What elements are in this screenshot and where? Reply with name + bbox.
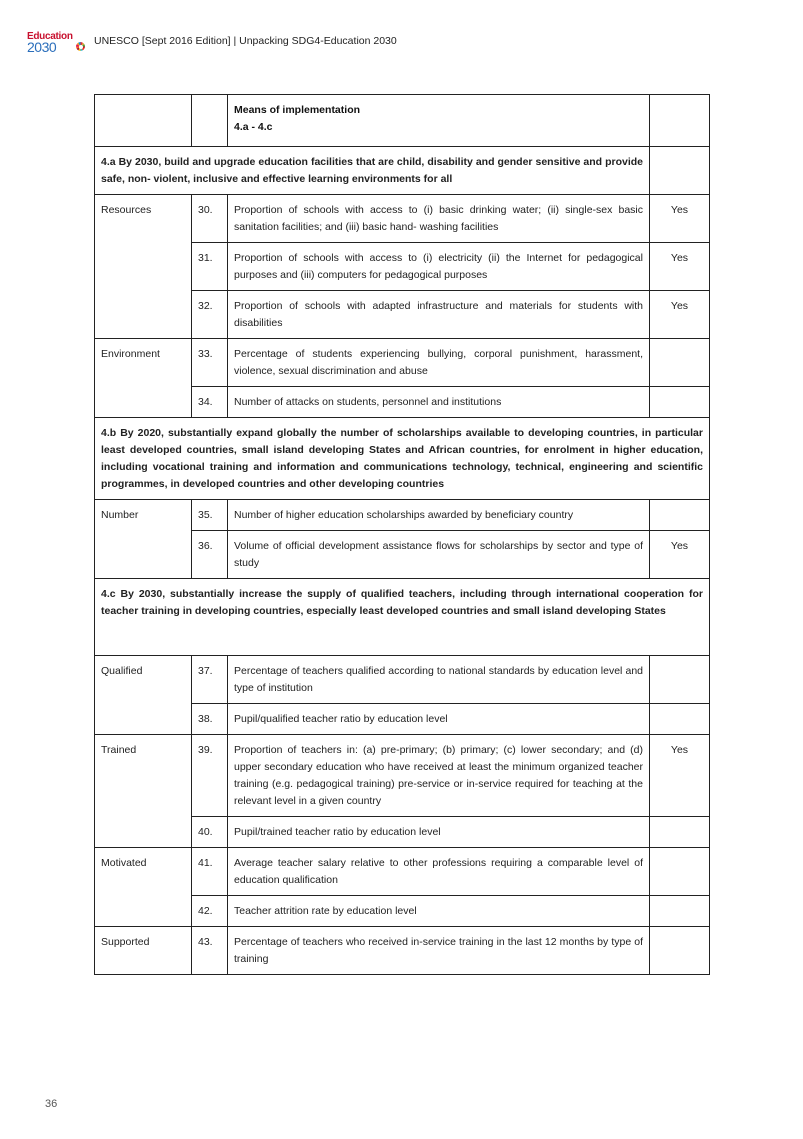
- indicator-text: Proportion of schools with access to (i) electricity (ii) the Internet for pedagogical purposes and (iii) computers for pedagogical purposes: [228, 243, 650, 291]
- indicator-flag: Yes: [650, 243, 710, 291]
- target-4c: 4.c By 2030, substantially increase the supply of qualified teachers, including through international cooperation for teacher training in developing countries, especially least developed countries and small island developing States: [95, 579, 710, 656]
- logo-year: 2030: [27, 39, 57, 55]
- indicator-text: Proportion of schools with access to (i) basic drinking water; (ii) single-sex basic sanitation facilities; and (iii) basic hand- washing facilities: [228, 195, 650, 243]
- heading-subtitle: 4.a - 4.c: [234, 121, 273, 133]
- indicator-text: Volume of official development assistance flows for scholarships by sector and type of study: [228, 531, 650, 579]
- indicator-number: 32.: [192, 291, 228, 339]
- indicator-number: 33.: [192, 339, 228, 387]
- page-header: [27, 31, 397, 55]
- education-2030-logo: [27, 31, 87, 55]
- heading-cell: [228, 95, 650, 147]
- indicator-text: Proportion of teachers in: (a) pre-primary; (b) primary; (c) lower secondary; and (d) upper secondary education who have received at least the minimum organized teacher training (e.g. pedagogical training) pre-service or in-service required for teaching at the relevant level in a given country: [228, 735, 650, 817]
- empty-cell: [650, 95, 710, 147]
- table-row: [95, 656, 710, 704]
- indicator-text: Pupil/trained teacher ratio by education level: [228, 817, 650, 848]
- indicator-text: Teacher attrition rate by education level: [228, 896, 650, 927]
- indicator-text: Proportion of schools with adapted infrastructure and materials for students with disabilities: [228, 291, 650, 339]
- target-4a: 4.a By 2030, build and upgrade education facilities that are child, disability and gender sensitive and provide safe, non- violent, inclusive and effective learning environments for all: [95, 147, 650, 195]
- category-motivated: Motivated: [95, 848, 192, 927]
- indicator-number: 30.: [192, 195, 228, 243]
- indicator-text: Percentage of teachers qualified according to national standards by education level and type of institution: [228, 656, 650, 704]
- target-row: [95, 579, 710, 656]
- indicator-number: 39.: [192, 735, 228, 817]
- indicator-flag: [650, 817, 710, 848]
- indicator-text: Number of attacks on students, personnel and institutions: [228, 387, 650, 418]
- indicator-text: Average teacher salary relative to other professions requiring a comparable level of education qualification: [228, 848, 650, 896]
- empty-cell: [192, 95, 228, 147]
- category-supported: Supported: [95, 927, 192, 975]
- indicator-text: Number of higher education scholarships awarded by beneficiary country: [228, 500, 650, 531]
- indicator-flag: Yes: [650, 531, 710, 579]
- category-number: Number: [95, 500, 192, 579]
- category-environment: Environment: [95, 339, 192, 418]
- indicator-number: 41.: [192, 848, 228, 896]
- table-row: [95, 735, 710, 817]
- table-row: [95, 195, 710, 243]
- indicator-number: 37.: [192, 656, 228, 704]
- indicator-flag: [650, 927, 710, 975]
- indicator-number: 40.: [192, 817, 228, 848]
- header-title: UNESCO [Sept 2016 Edition] | Unpacking SDG4-Education 2030: [94, 35, 397, 47]
- indicator-flag: [650, 656, 710, 704]
- indicator-number: 43.: [192, 927, 228, 975]
- indicator-flag: [650, 848, 710, 896]
- table-row: [95, 339, 710, 387]
- indicator-text: Pupil/qualified teacher ratio by education level: [228, 704, 650, 735]
- table-row: [95, 500, 710, 531]
- sdg-wheel-icon: [76, 42, 85, 51]
- category-trained: Trained: [95, 735, 192, 848]
- indicator-number: 35.: [192, 500, 228, 531]
- page-number: 36: [45, 1098, 58, 1110]
- indicators-table: [94, 94, 710, 975]
- heading-title: Means of implementation: [234, 104, 361, 116]
- indicator-text: Percentage of teachers who received in-service training in the last 12 months by type of training: [228, 927, 650, 975]
- indicator-flag: [650, 500, 710, 531]
- indicator-flag: [650, 339, 710, 387]
- indicator-number: 31.: [192, 243, 228, 291]
- table-row: [95, 927, 710, 975]
- indicator-number: 34.: [192, 387, 228, 418]
- indicator-flag: Yes: [650, 291, 710, 339]
- indicator-flag: Yes: [650, 735, 710, 817]
- indicator-number: 38.: [192, 704, 228, 735]
- empty-cell: [95, 95, 192, 147]
- indicator-text: Percentage of students experiencing bullying, corporal punishment, harassment, violence, sexual discrimination and abuse: [228, 339, 650, 387]
- table-heading-row: [95, 95, 710, 147]
- indicator-flag: [650, 704, 710, 735]
- empty-cell: [650, 147, 710, 195]
- target-4b: 4.b By 2020, substantially expand globally the number of scholarships available to developing countries, in particular least developed countries, small island developing States and African countries, for enrolment in higher education, including vocational training and information and communications technology, technical, engineering and scientific programmes, in developed countries and other developing countries: [95, 418, 710, 500]
- table-row: [95, 848, 710, 896]
- indicator-number: 36.: [192, 531, 228, 579]
- category-resources: Resources: [95, 195, 192, 339]
- target-row: [95, 418, 710, 500]
- logo-word-education: Education: [27, 31, 73, 42]
- indicator-flag: [650, 387, 710, 418]
- indicator-flag: Yes: [650, 195, 710, 243]
- category-qualified: Qualified: [95, 656, 192, 735]
- target-row: [95, 147, 710, 195]
- indicator-flag: [650, 896, 710, 927]
- indicator-number: 42.: [192, 896, 228, 927]
